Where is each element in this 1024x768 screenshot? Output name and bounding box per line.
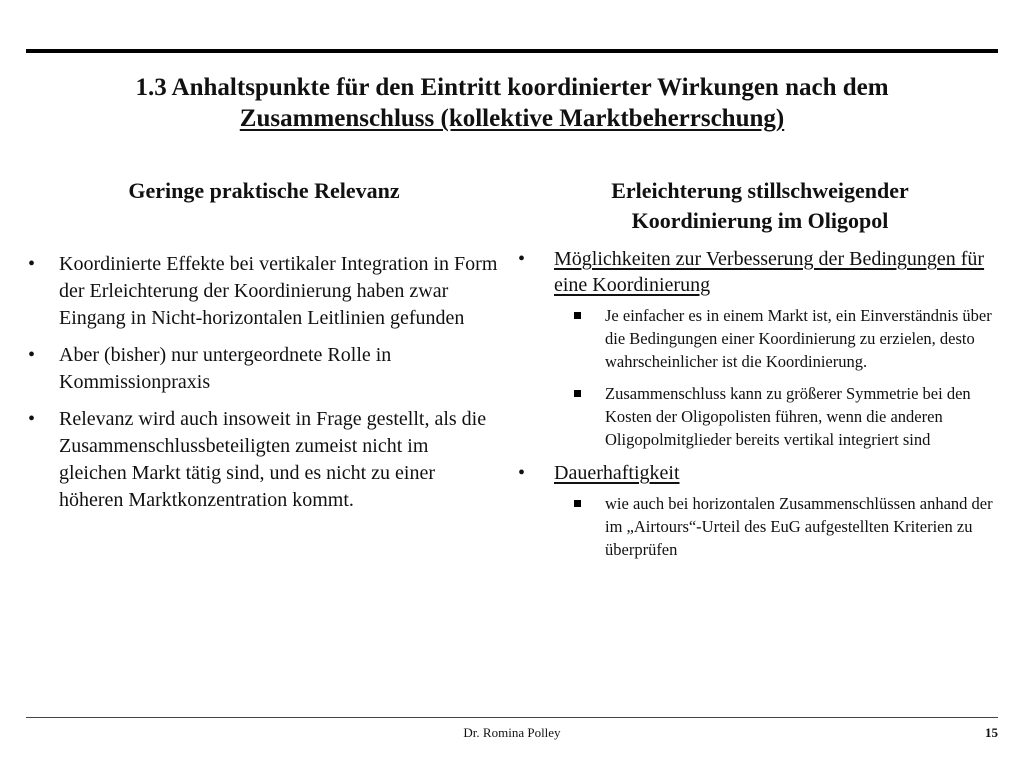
sub-bullet-list (554, 492, 993, 561)
list-item (28, 342, 498, 396)
square-bullet-icon (574, 312, 581, 319)
footer-author: Dr. Romina Polley (463, 725, 561, 740)
square-bullet-icon (574, 390, 581, 397)
list-item (28, 406, 498, 514)
bullet-dot-icon: • (518, 248, 526, 270)
sub-list-item-text: Je einfacher es in einem Markt ist, ein Einverständnis über die Bedingungen einer Koordinierung zu erzielen, desto wahrscheinlicher ist die Koordinierung. (605, 306, 992, 371)
right-column-heading (518, 176, 1002, 236)
sub-list-item-text: wie auch bei horizontalen Zusammenschlüssen anhand der im „Airtours“-Urteil des EuG aufgestellten Kriterien zu überprüfen (605, 494, 993, 559)
list-item-text: Aber (bisher) nur untergeordnete Rolle in Kommissionpraxis (59, 344, 392, 393)
bullet-dot-icon: • (28, 408, 36, 430)
right-column-heading-line-2: Koordinierung im Oligopol (631, 208, 889, 233)
list-item-text: Möglichkeiten zur Verbesserung der Bedingungen für eine Koordinierung (554, 248, 985, 296)
top-rule (26, 49, 998, 53)
bullet-dot-icon: • (28, 253, 36, 275)
list-item-text: Koordinierte Effekte bei vertikaler Integration in Form der Erleichterung der Koordinierung haben zwar Eingang in Nicht-horizontalen Leitlinien gefunden (59, 253, 498, 329)
page-number: 15 (985, 725, 998, 740)
bullet-dot-icon: • (518, 462, 526, 484)
list-item-text: Relevanz wird auch insoweit in Frage gestellt, als die Zusammenschlussbeteiligten zumeist nicht im gleichen Markt tätig sind, und es nicht zu einer höheren Marktkonzentration kommt. (59, 408, 487, 511)
right-bullet-list (518, 246, 993, 570)
sub-list-item (554, 382, 988, 451)
list-item-text: Dauerhaftigkeit (554, 462, 680, 484)
left-column-heading: Geringe praktische Relevanz (128, 178, 400, 203)
right-column-heading-line-1: Erleichterung stillschweigender (611, 178, 909, 203)
bottom-rule (26, 717, 998, 718)
slide-title-line-1: 1.3 Anhaltspunkte für den Eintritt koordinierter Wirkungen nach dem (135, 74, 889, 101)
list-item (518, 246, 992, 451)
sub-bullet-list (554, 304, 992, 451)
sub-list-item-text: Zusammenschluss kann zu größerer Symmetrie bei den Kosten der Oligopolisten führen, wenn die anderen Oligopolmitglieder bereits vertikal integriert sind (605, 384, 971, 449)
bullet-dot-icon: • (28, 344, 36, 366)
sub-list-item (554, 492, 993, 561)
list-item (28, 251, 498, 332)
slide-title (60, 72, 964, 134)
slide-title-line-2: Zusammenschluss (kollektive Marktbeherrschung) (239, 105, 785, 132)
sub-list-item (554, 304, 992, 373)
square-bullet-icon (574, 500, 581, 507)
left-bullet-list (28, 251, 498, 524)
list-item (518, 460, 993, 561)
